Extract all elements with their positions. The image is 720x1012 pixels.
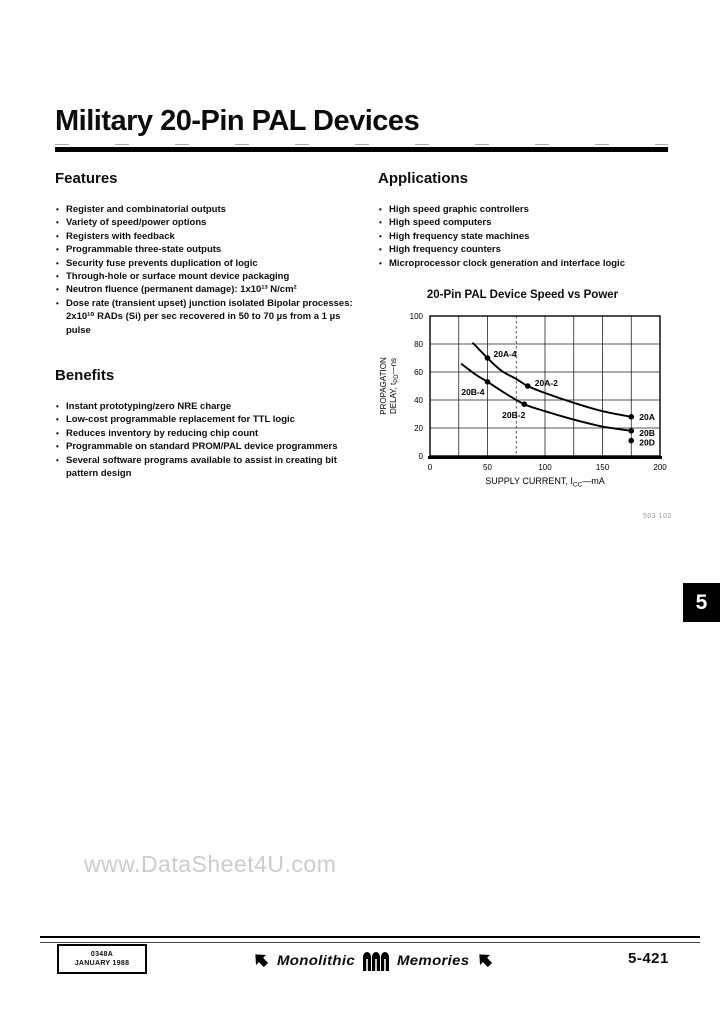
document-code: 0348A: [90, 951, 114, 958]
application-item: • High frequency counters: [378, 243, 678, 256]
document-code-box: [57, 944, 147, 974]
feature-item: • Variety of speed/power options: [55, 216, 360, 229]
svg-text:20B: 20B: [639, 427, 655, 438]
svg-text:20: 20: [414, 424, 423, 433]
svg-text:PROPAGATION: PROPAGATION: [379, 357, 388, 415]
page-title: Military 20-Pin PAL Devices: [55, 105, 420, 137]
features-heading: Features: [55, 170, 118, 187]
svg-text:80: 80: [414, 340, 423, 349]
watermark-text: www.DataSheet4U.com: [84, 851, 337, 877]
mmi-arrow-icon: [252, 950, 270, 970]
svg-text:20A: 20A: [639, 411, 655, 422]
chart-plot: [375, 303, 690, 493]
brand-word-monolithic: Monolithic: [277, 951, 355, 969]
left-column: [55, 170, 360, 481]
application-item: • High speed graphic controllers: [378, 203, 678, 216]
svg-text:50: 50: [483, 463, 492, 472]
benefits-heading: Benefits: [55, 367, 115, 385]
brand-word-memories: Memories: [397, 951, 470, 969]
feature-item: • Neutron fluence (permanent damage): 1x10¹³ N/cm²: [55, 283, 360, 296]
svg-text:0: 0: [427, 463, 433, 472]
svg-text:DELAY, tPD—ns: DELAY, $t_{PD}—ns$: [389, 357, 400, 415]
footer-rule: [40, 936, 700, 943]
svg-text:100: 100: [409, 312, 423, 321]
document-date: JANUARY 1988: [74, 960, 130, 967]
title-rule-scan-noise: [55, 144, 668, 145]
application-item: • Microprocessor clock generation and interface logic: [378, 257, 678, 270]
figure-reference: 503 102: [643, 513, 672, 520]
svg-text:200: 200: [653, 463, 667, 472]
mmi-memories-icon: [362, 950, 390, 971]
svg-text:0: 0: [418, 452, 423, 461]
svg-text:20A-4: 20A-4: [493, 349, 517, 359]
section-tab-number: 5: [695, 590, 708, 614]
svg-text:20B-2: 20B-2: [502, 410, 526, 421]
applications-heading: Applications: [378, 170, 469, 187]
chart-title: 20-Pin PAL Device Speed vs Power: [426, 289, 619, 301]
benefit-item: • Reduces inventory by reducing chip count: [55, 427, 360, 440]
page-number: 5-421: [628, 950, 669, 967]
svg-text:60: 60: [414, 368, 423, 377]
svg-text:20A-2: 20A-2: [534, 378, 558, 388]
features-list: [55, 203, 360, 337]
speed-vs-power-chart: [375, 289, 690, 493]
benefits-list: [55, 400, 360, 480]
benefit-item: • Programmable on standard PROM/PAL device programmers: [55, 440, 360, 453]
application-item: • High speed computers: [378, 216, 678, 229]
brand-logo: [252, 946, 494, 974]
svg-text:20B-4: 20B-4: [461, 386, 485, 397]
title-rule: [55, 147, 668, 152]
feature-item: • Dose rate (transient upset) junction isolated Bipolar processes: 2x10¹⁰ RADs (Si) per sec recovered in 50 to 70 µs from a 1 µs pulse: [55, 297, 360, 337]
benefit-item: • Several software programs available to assist in creating bit pattern design: [55, 454, 360, 481]
mmi-arrow-icon: [476, 950, 494, 970]
feature-item: • Through-hole or surface mount device packaging: [55, 270, 360, 283]
benefit-item: • Instant prototyping/zero NRE charge: [55, 400, 360, 413]
feature-item: • Register and combinatorial outputs: [55, 203, 360, 216]
svg-text:SUPPLY CURRENT, ICC—mA: SUPPLY CURRENT, $I_{CC}—mA$: [485, 476, 605, 489]
benefits-section: [55, 367, 360, 480]
svg-text:150: 150: [595, 463, 610, 472]
section-tab: [683, 583, 720, 622]
right-column: [378, 170, 678, 270]
feature-item: • Programmable three-state outputs: [55, 243, 360, 256]
feature-item: • Security fuse prevents duplication of logic: [55, 257, 360, 270]
svg-text:100: 100: [538, 463, 552, 472]
svg-text:40: 40: [414, 396, 423, 405]
applications-list: [378, 203, 678, 270]
svg-text:20D: 20D: [639, 437, 655, 448]
feature-item: • Registers with feedback: [55, 230, 360, 243]
application-item: • High frequency state machines: [378, 230, 678, 243]
benefit-item: • Low-cost programmable replacement for TTL logic: [55, 413, 360, 426]
